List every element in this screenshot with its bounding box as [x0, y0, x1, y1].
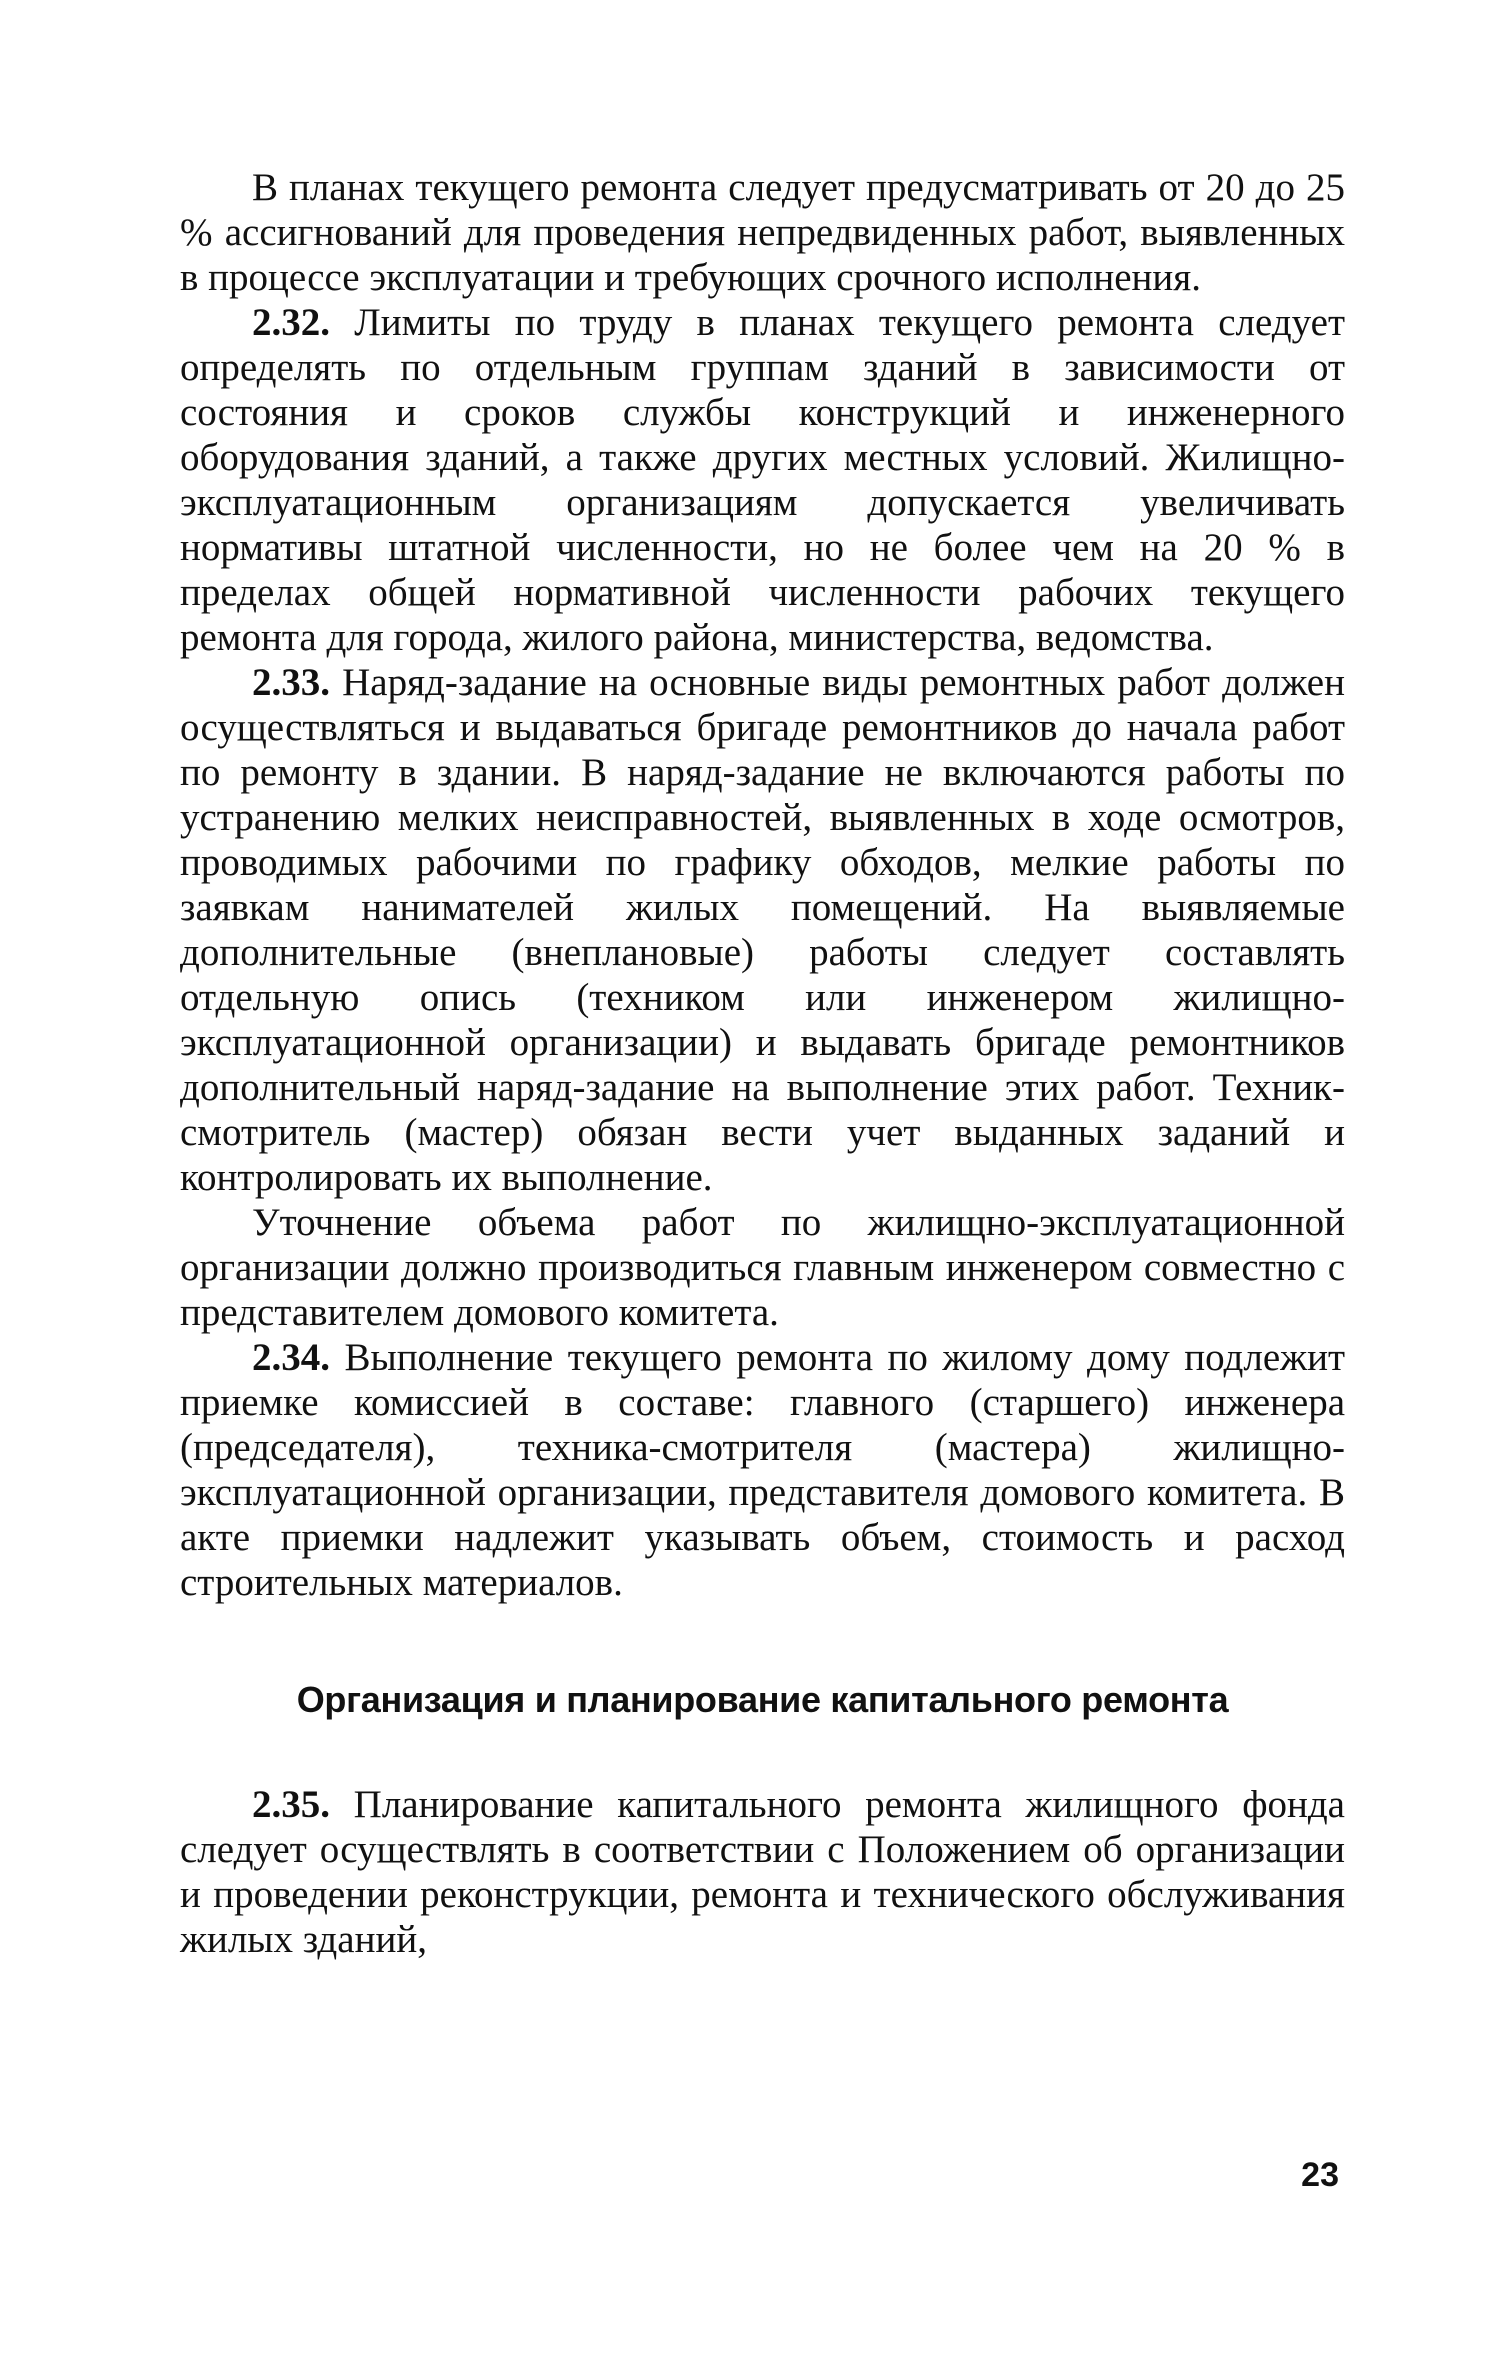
- paragraph-2-35: [180, 1782, 1345, 1962]
- paragraph-text: Лимиты по труду в планах текущего ремонта следует определять по отдельным группам зданий в зависимости от состояния и сроков службы конструкций и инженерного оборудования зданий, а также других местных условий. Жилищно-эксплуатационным организациям допускается увеличивать нормативы штатной численности, но не более чем на 20 % в пределах общей нормативной численности рабочих текущего ремонта для города, жилого района, министерства, ведомства.: [180, 301, 1345, 659]
- paragraph-number: 2.34.: [252, 1336, 330, 1379]
- paragraph-2-33: [180, 660, 1345, 1200]
- paragraph-number: 2.35.: [252, 1783, 330, 1826]
- paragraph-text: Планирование капитального ремонта жилищного фонда следует осуществлять в соответствии с Положением об организации и проведении реконструкции, ремонта и технического обслуживания жилых зданий,: [180, 1783, 1345, 1961]
- page-number: 23: [1301, 2156, 1339, 2194]
- paragraph-text: Уточнение объема работ по жилищно-эксплуатационной организации должно производиться главным инженером совместно с представителем домового комитета.: [180, 1201, 1345, 1334]
- paragraph-2-34: [180, 1335, 1345, 1605]
- paragraph-number: 2.32.: [252, 301, 330, 344]
- paragraph-unplanned-works: [180, 165, 1345, 300]
- paragraph-scope-clarification: [180, 1200, 1345, 1335]
- paragraph-text: В планах текущего ремонта следует предусматривать от 20 до 25 % ассигнований для проведения непредвиденных работ, выявленных в процессе эксплуатации и требующих срочного исполнения.: [180, 166, 1345, 299]
- paragraph-2-32: [180, 300, 1345, 660]
- paragraph-text: Выполнение текущего ремонта по жилому дому подлежит приемке комиссией в составе: главного (старшего) инженера (председателя), техника-смотрителя (мастера) жилищно-эксплуатационной организации, представителя домового комитета. В акте приемки надлежит указывать объем, стоимость и расход строительных материалов.: [180, 1336, 1345, 1604]
- section-heading: Организация и планирование капитального ремонта: [296, 1679, 1229, 1720]
- paragraph-number: 2.33.: [252, 661, 330, 704]
- paragraph-text: Наряд-задание на основные виды ремонтных работ должен осуществляться и выдаваться бригаде ремонтников до начала работ по ремонту в здании. В наряд-задание не включаются работы по устранению мелких неисправностей, выявленных в ходе осмотров, проводимых рабочими по графику обходов, мелкие работы по заявкам нанимателей жилых помещений. На выявляемые дополнительные (внеплановые) работы следует составлять отдельную опись (техником или инженером жилищно-эксплуатационной организации) и выдавать бригаде ремонтников дополнительный наряд-задание на выполнение этих работ. Техник-смотритель (мастер) обязан вести учет выданных заданий и контролировать их выполнение.: [180, 661, 1345, 1199]
- document-page: [180, 165, 1345, 1962]
